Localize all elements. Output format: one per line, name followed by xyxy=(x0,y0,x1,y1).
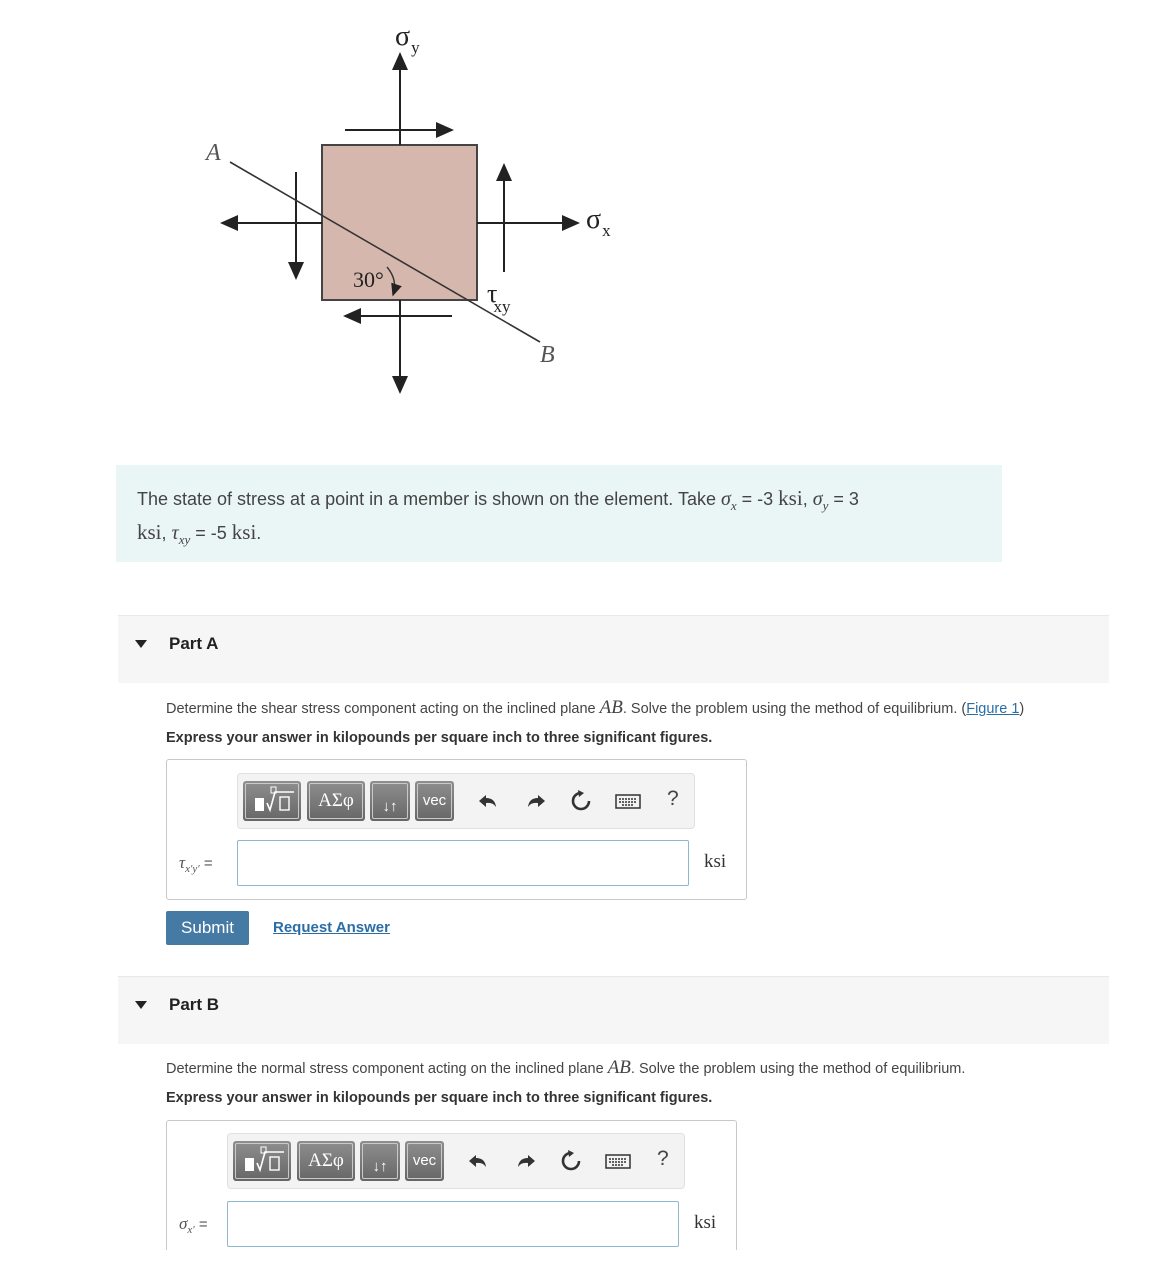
collapse-triangle-icon[interactable] xyxy=(135,640,147,648)
arrows-button[interactable]: ↓↑ xyxy=(360,1141,400,1181)
submit-button[interactable]: Submit xyxy=(166,911,249,945)
part-b-instruction: Determine the normal stress component acting on the inclined plane AB. Solve the problem using the method of equilibrium. xyxy=(166,1057,966,1078)
help-icon[interactable]: ? xyxy=(667,787,679,810)
problem-text: The state of stress at a point in a member is shown on the element. Take xyxy=(137,489,721,509)
keyboard-icon[interactable] xyxy=(615,789,641,813)
keyboard-icon[interactable] xyxy=(605,1149,631,1173)
part-b-unit: ksi xyxy=(694,1212,717,1233)
template-icon xyxy=(237,1143,287,1179)
part-a-instruction: Determine the shear stress component acting on the inclined plane AB. Solve the problem using the method of equilibrium. (Figure 1) xyxy=(166,697,1025,718)
figure-link[interactable]: Figure 1 xyxy=(966,701,1020,717)
part-a-title: Part A xyxy=(169,634,219,653)
greek-button[interactable]: ΑΣφ xyxy=(297,1141,355,1181)
point-b-label: B xyxy=(540,342,555,368)
part-b-header[interactable] xyxy=(118,976,1109,1044)
part-a-header[interactable] xyxy=(118,615,1109,683)
vec-button[interactable]: vec xyxy=(415,781,454,821)
stress-element xyxy=(322,145,477,300)
collapse-triangle-icon[interactable] xyxy=(135,1001,147,1009)
templates-button[interactable] xyxy=(243,781,301,821)
part-a-math-toolbar xyxy=(237,773,695,829)
tau-xy-label: τxy xyxy=(487,279,511,316)
redo-icon[interactable] xyxy=(514,1149,538,1173)
sigma-y-var: $\sigma_y$ xyxy=(812,488,829,513)
undo-icon[interactable] xyxy=(466,1149,490,1173)
angle-label: 30° xyxy=(353,267,384,292)
help-icon[interactable]: ? xyxy=(657,1147,669,1170)
part-b-express: Express your answer in kilopounds per square inch to three significant figures. xyxy=(166,1090,713,1106)
tau-xy-var: $\tau_{xy}$ xyxy=(171,522,191,547)
problem-statement: The state of stress at a point in a member is shown on the element. Take $\sigma_x = -3$ ksi, $\sigma_y = 3$ ksi, $\tau_{xy} = -5$ ksi. xyxy=(116,465,1002,562)
page-bottom-fade xyxy=(0,1250,1166,1284)
part-a-answer-input[interactable] xyxy=(237,840,689,886)
reset-icon[interactable] xyxy=(569,789,593,813)
reset-icon[interactable] xyxy=(559,1149,583,1173)
part-a-variable-label: $\tau_{x'y'}$ = xyxy=(179,853,213,875)
redo-icon[interactable] xyxy=(524,789,548,813)
sigma-y-label: $\sigma_y$ xyxy=(395,21,420,57)
undo-icon[interactable] xyxy=(476,789,500,813)
sigma-x-var: $\sigma_x$ xyxy=(720,488,737,513)
arrows-button[interactable]: ↓↑ xyxy=(370,781,410,821)
greek-button[interactable]: ΑΣφ xyxy=(307,781,365,821)
point-a-label: A xyxy=(206,140,221,166)
part-a-express: Express your answer in kilopounds per square inch to three significant figures. xyxy=(166,730,713,746)
part-b-variable-label: $\sigma_{x'}$ = xyxy=(179,1214,208,1236)
part-b-title: Part B xyxy=(169,995,220,1014)
part-b-answer-box xyxy=(166,1120,737,1260)
template-icon xyxy=(247,783,297,819)
request-answer-link[interactable]: Request Answer xyxy=(273,919,390,936)
part-b-answer-input[interactable] xyxy=(227,1201,679,1247)
part-a-unit: ksi xyxy=(704,851,727,872)
part-b-math-toolbar xyxy=(227,1133,685,1189)
templates-button[interactable] xyxy=(233,1141,291,1181)
sigma-x-label: $\sigma_x$ xyxy=(586,204,611,240)
stress-element-figure xyxy=(190,10,650,410)
part-a-answer-box xyxy=(166,759,747,900)
vec-button[interactable]: vec xyxy=(405,1141,444,1181)
